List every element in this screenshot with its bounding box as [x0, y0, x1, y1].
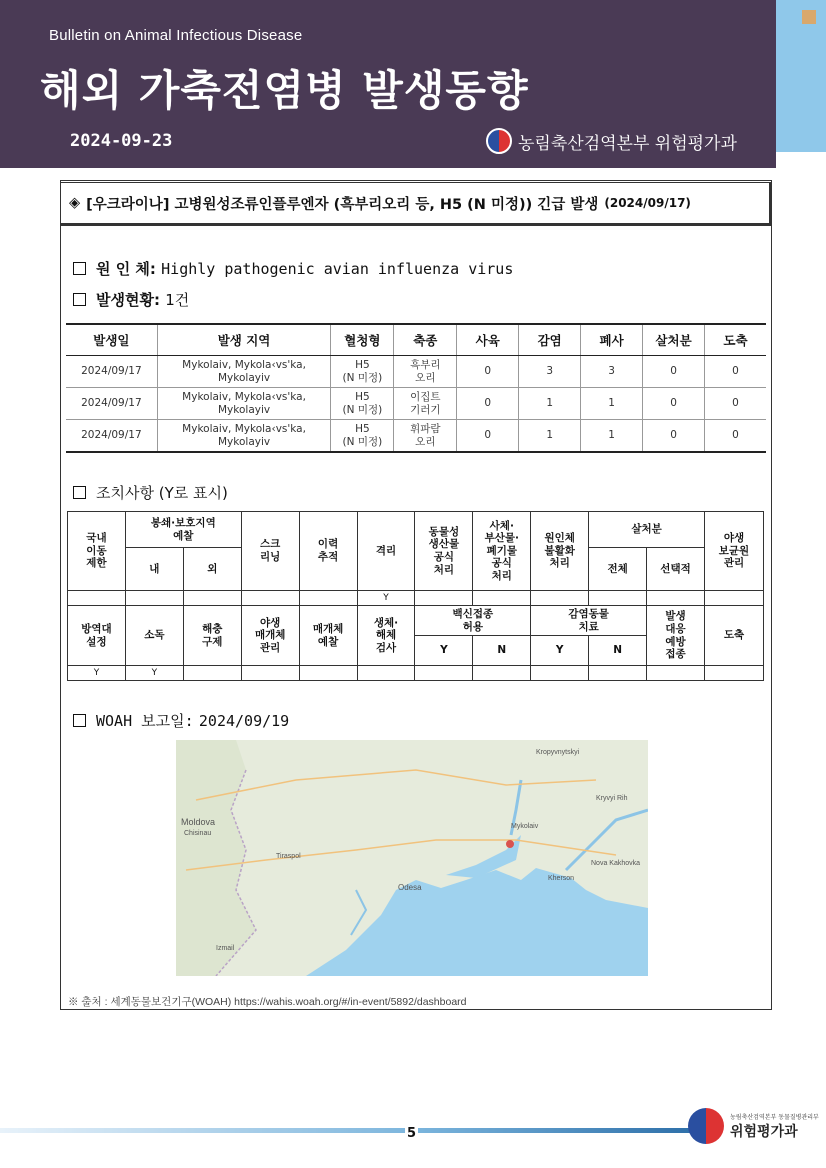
cell-raised: 0	[457, 356, 519, 388]
species-line-2: 오리	[415, 371, 436, 384]
value-cell	[473, 666, 531, 681]
woah-line	[73, 710, 289, 731]
value-cell	[415, 591, 473, 606]
value-cell: Y	[68, 666, 126, 681]
cell-raised: 0	[457, 420, 519, 453]
serotype-line-1: H5	[355, 423, 370, 436]
cell-dead: 3	[581, 356, 643, 388]
page-title: 해외 가축전염병 발생동향	[40, 66, 529, 115]
cell-region	[157, 420, 331, 453]
map-label: Mykolaiv	[511, 823, 539, 830]
cell-infected: 1	[519, 388, 581, 420]
col-culled: 살처분	[643, 324, 705, 356]
serotype-line-1: H5	[355, 359, 370, 372]
table-row	[66, 356, 766, 388]
species-line-1: 흑부리	[410, 359, 441, 372]
cell-serotype	[331, 420, 394, 453]
map-label: Izmail	[216, 945, 235, 952]
species-line-1: 이집트	[410, 391, 441, 404]
col-serotype: 혈청형	[331, 324, 394, 356]
outbreak-label: 발생현황:	[96, 291, 160, 309]
outbreak-count: 1건	[165, 291, 190, 309]
hdr-tracing: 이력 추적	[299, 512, 357, 591]
cell-species	[394, 356, 457, 388]
hdr-disinfection: 소독	[125, 606, 183, 666]
checkbox-square-icon	[73, 262, 86, 275]
footer-logo	[688, 1108, 819, 1144]
hdr-zone-in: 내	[125, 548, 183, 591]
cell-serotype	[331, 356, 394, 388]
footer-gradient-line	[0, 1128, 700, 1133]
cell-date: 2024/09/17	[66, 356, 157, 388]
checkbox-square-icon	[73, 486, 86, 499]
value-cell	[473, 591, 531, 606]
org-name: 농림축산검역본부 위험평가과	[518, 133, 737, 154]
value-cell	[68, 591, 126, 606]
col-dead: 폐사	[581, 324, 643, 356]
hdr-pest: 해충 구제	[183, 606, 241, 666]
measures-line	[73, 482, 228, 503]
value-cell	[704, 666, 763, 681]
value-cell: Y	[357, 591, 415, 606]
hdr-culling: 살처분	[589, 512, 705, 548]
pathogen-label: 원 인 체:	[96, 260, 156, 278]
measures-header-row	[68, 512, 764, 548]
outbreak-map	[176, 740, 648, 976]
map-label: Kherson	[548, 875, 575, 882]
map-label: Kropyvnytskyi	[536, 749, 580, 756]
value-cell	[299, 591, 357, 606]
hdr-cull-all: 전체	[589, 548, 647, 591]
bulletin-subtitle: Bulletin on Animal Infectious Disease	[49, 27, 303, 44]
serotype-line-2: (N 미정)	[342, 435, 383, 448]
page-number: 5	[407, 1126, 417, 1141]
cell-infected: 3	[519, 356, 581, 388]
value-cell	[589, 666, 647, 681]
cell-culled: 0	[643, 388, 705, 420]
measures-value-row-2	[68, 666, 764, 681]
hdr-vaccine: 백신접종 허용	[415, 606, 531, 636]
value-cell	[183, 666, 241, 681]
report-heading	[60, 182, 772, 226]
table-row	[66, 420, 766, 453]
region-line-1: Mykolaiv, Mykola‹vs'ka,	[182, 391, 306, 404]
map-label: Odesa	[398, 883, 422, 892]
hdr-wild-vector: 야생 매개체 관리	[241, 606, 299, 666]
hdr-movement: 국내 이동 제한	[68, 512, 126, 591]
map-label: Kryvyi Rih	[596, 795, 628, 802]
col-slaughtered: 도축	[705, 324, 766, 356]
cell-serotype	[331, 388, 394, 420]
header-org	[486, 128, 737, 154]
outbreak-line	[73, 289, 189, 310]
value-cell: Y	[125, 666, 183, 681]
table-row	[66, 388, 766, 420]
region-line-1: Mykolaiv, Mykola‹vs'ka,	[182, 423, 306, 436]
hdr-treatment-y: Y	[531, 636, 589, 666]
footer-org-small: 농림축산검역본부 동물질병관리부	[730, 1113, 819, 1121]
region-line-2: Mykolayiv	[218, 371, 271, 384]
value-cell	[125, 591, 183, 606]
cell-date: 2024/09/17	[66, 388, 157, 420]
header-accent-square	[802, 10, 816, 24]
region-line-1: Mykolaiv, Mykola‹vs'ka,	[182, 359, 306, 372]
col-species: 축종	[394, 324, 457, 356]
measures-value-row	[68, 591, 764, 606]
table-header-row	[66, 324, 766, 356]
hdr-inactivation: 원인체 불활화 처리	[531, 512, 589, 591]
value-cell	[647, 591, 705, 606]
cell-species	[394, 420, 457, 453]
cell-dead: 1	[581, 420, 643, 453]
pathogen-line	[73, 258, 513, 279]
cell-date: 2024/09/17	[66, 420, 157, 453]
header-accent-strip	[776, 0, 826, 152]
cell-culled: 0	[643, 356, 705, 388]
serotype-line-2: (N 미정)	[342, 371, 383, 384]
cell-region	[157, 356, 331, 388]
woah-date: 2024/09/19	[198, 711, 290, 730]
hdr-zoning: 방역대 설정	[68, 606, 126, 666]
map-svg	[176, 740, 648, 976]
region-line-2: Mykolayiv	[218, 435, 271, 448]
cell-slaughtered: 0	[705, 388, 766, 420]
cell-infected: 1	[519, 420, 581, 453]
hdr-vaccine-y: Y	[415, 636, 473, 666]
hdr-vaccine-n: N	[473, 636, 531, 666]
map-label: Nova Kakhovka	[591, 860, 641, 867]
serotype-line-2: (N 미정)	[342, 403, 383, 416]
map-label: Tiraspol	[276, 853, 301, 860]
hdr-zone: 봉쇄·보호지역 예찰	[125, 512, 241, 548]
species-line-2: 오리	[415, 435, 436, 448]
value-cell	[531, 591, 589, 606]
value-cell	[241, 591, 299, 606]
cell-dead: 1	[581, 388, 643, 420]
col-region: 발생 지역	[157, 324, 331, 356]
checkbox-square-icon	[73, 293, 86, 306]
measures-header-row-2	[68, 606, 764, 636]
cell-region	[157, 388, 331, 420]
diamond-bullet-icon: ◈	[69, 195, 81, 211]
checkbox-square-icon	[73, 714, 86, 727]
taegeuk-logo-icon	[688, 1108, 724, 1144]
pathogen-value: Highly pathogenic avian influenza virus	[161, 259, 514, 278]
cell-culled: 0	[643, 420, 705, 453]
hdr-response-vac: 발생 대응 예방 접종	[647, 606, 705, 666]
hdr-quarantine: 격리	[357, 512, 415, 591]
col-raised: 사육	[457, 324, 519, 356]
source-note: ※ 출처 : 세계동물보건기구(WOAH) https://wahis.woah.org/#/in-event/5892/dashboard	[68, 996, 467, 1008]
footer-org	[730, 1112, 819, 1141]
measures-table	[67, 511, 764, 681]
value-cell	[357, 666, 415, 681]
cell-slaughtered: 0	[705, 420, 766, 453]
measures-label: 조치사항 (Y로 표시)	[96, 484, 228, 502]
cell-species	[394, 388, 457, 420]
hdr-zone-out: 외	[183, 548, 241, 591]
outbreak-marker-icon	[506, 840, 514, 848]
value-cell	[183, 591, 241, 606]
hdr-vector-surv: 매개체 예찰	[299, 606, 357, 666]
serotype-line-1: H5	[355, 391, 370, 404]
outbreak-table	[66, 323, 766, 453]
col-date: 발생일	[66, 324, 157, 356]
value-cell	[241, 666, 299, 681]
species-line-1: 휘파람	[410, 423, 441, 436]
value-cell	[647, 666, 705, 681]
footer-org-big: 위험평가과	[730, 1123, 798, 1140]
value-cell	[589, 591, 647, 606]
hdr-cull-selective: 선택적	[647, 548, 705, 591]
hdr-slaughter: 도축	[704, 606, 763, 666]
cell-raised: 0	[457, 388, 519, 420]
value-cell	[415, 666, 473, 681]
hdr-treatment-n: N	[589, 636, 647, 666]
report-heading-date: (2024/09/17)	[604, 196, 691, 210]
species-line-2: 기러기	[410, 403, 441, 416]
taegeuk-logo-icon	[486, 128, 512, 154]
cell-slaughtered: 0	[705, 356, 766, 388]
value-cell	[299, 666, 357, 681]
hdr-screening: 스크 리닝	[241, 512, 299, 591]
report-heading-text: [우크라이나] 고병원성조류인플루엔자 (흑부리오리 등, H5 (N 미정)) 긴급 발생	[86, 196, 599, 213]
value-cell	[704, 591, 763, 606]
col-infected: 감염	[519, 324, 581, 356]
map-label: Chisinau	[184, 830, 212, 837]
hdr-treatment: 감염동물 치료	[531, 606, 647, 636]
region-line-2: Mykolayiv	[218, 403, 271, 416]
value-cell	[531, 666, 589, 681]
map-label: Moldova	[181, 817, 216, 827]
hdr-bio-test: 생체· 해체 검사	[357, 606, 415, 666]
woah-label: WOAH 보고일:	[96, 712, 194, 730]
bulletin-date: 2024-09-23	[70, 131, 173, 151]
hdr-carcass: 사체· 부산물· 폐기물 공식 처리	[473, 512, 531, 591]
hdr-products: 동물성 생산물 공식 처리	[415, 512, 473, 591]
hdr-wildlife: 야생 보균원 관리	[704, 512, 763, 591]
